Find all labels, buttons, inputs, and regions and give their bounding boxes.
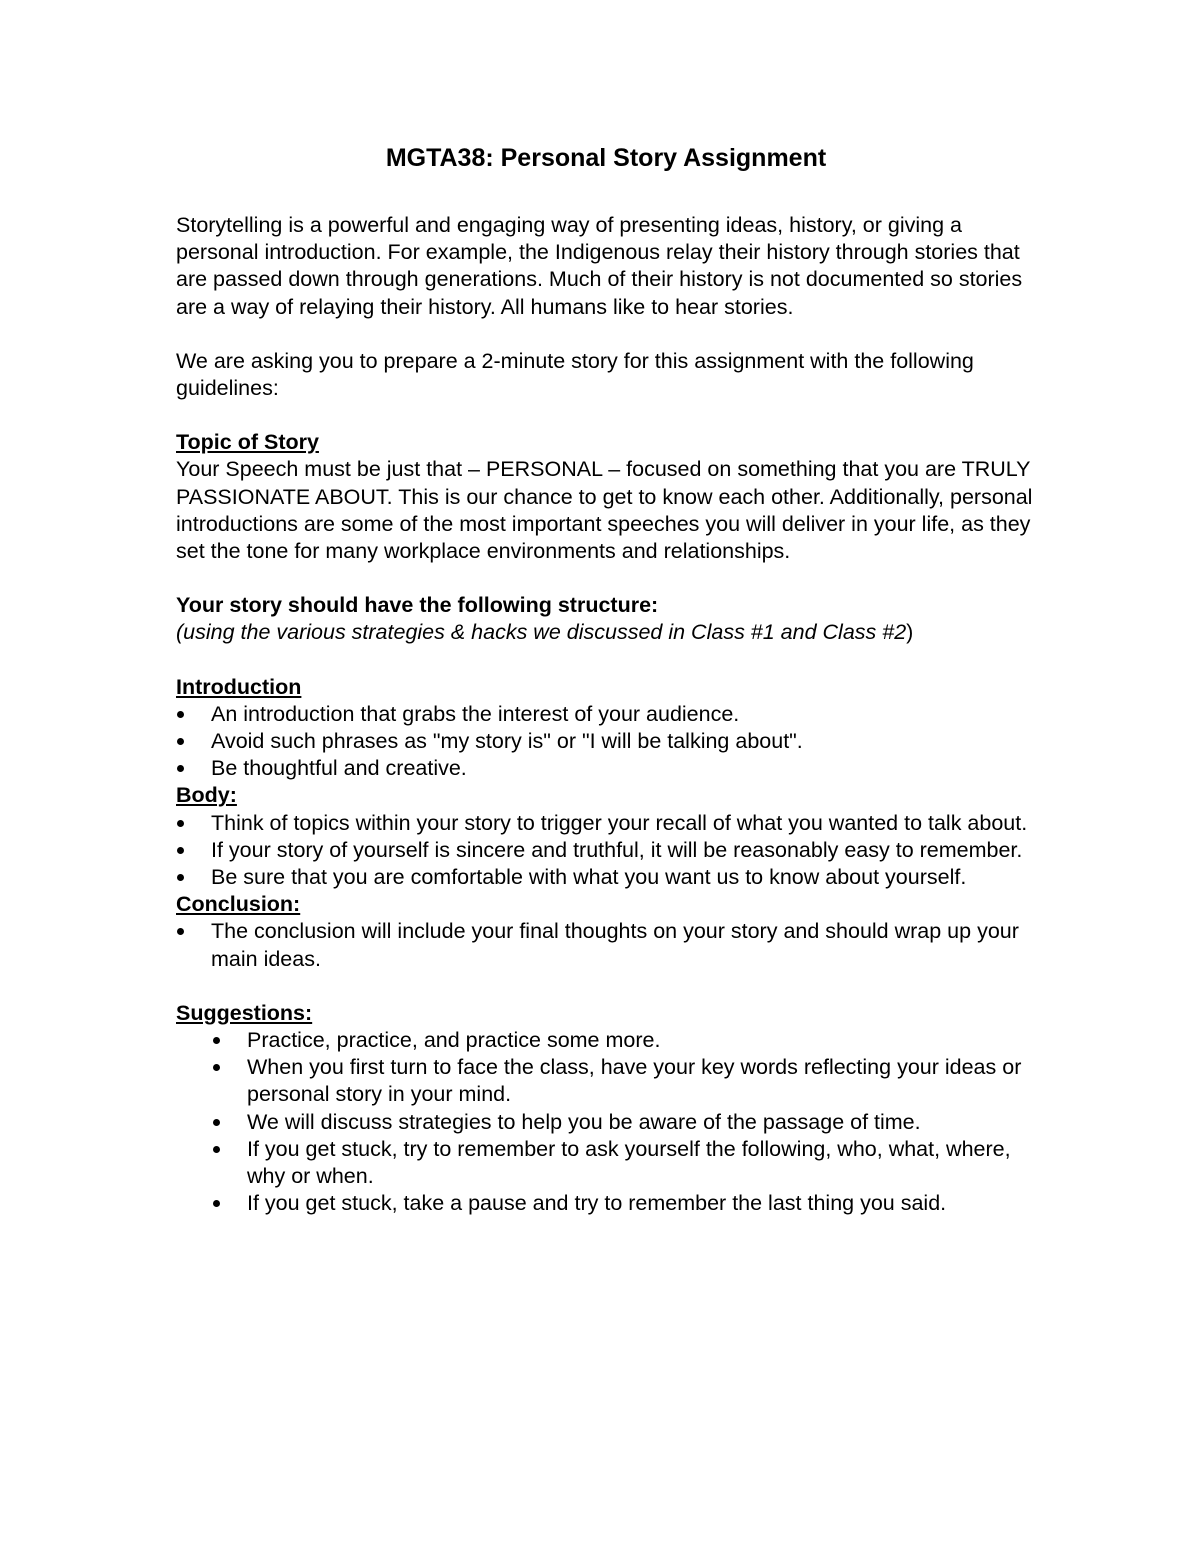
- structure-subheading-close: ): [906, 620, 914, 645]
- spacer: [176, 565, 1036, 592]
- intro-paragraph: Storytelling is a powerful and engaging way of presenting ideas, history, or giving a personal introduction. For example, the Indigenous relay their history through stories that are passed down through generations. Much of their history is not documented so stories are a way of relaying their history. All humans like to hear stories.: [176, 213, 1023, 319]
- list-item: An introduction that grabs the interest of your audience.: [176, 701, 1036, 728]
- spacer: [176, 321, 1036, 348]
- guidelines-paragraph: We are asking you to prepare a 2-minute story for this assignment with the following guidelines:: [176, 348, 974, 401]
- structure-heading: Your story should have the following structure:: [176, 593, 659, 618]
- introduction-list: [176, 701, 1036, 783]
- spacer: [176, 647, 1036, 674]
- list-item: The conclusion will include your final thoughts on your story and should wrap up your main ideas.: [176, 918, 1036, 972]
- list-item: We will discuss strategies to help you be aware of the passage of time.: [176, 1109, 1036, 1136]
- list-item: Think of topics within your story to trigger your recall of what you wanted to talk about.: [176, 810, 1036, 837]
- conclusion-list: [176, 918, 1036, 972]
- list-item: When you first turn to face the class, have your key words reflecting your ideas or personal story in your mind.: [176, 1054, 1036, 1108]
- structure-subheading-text: (using the various strategies & hacks we discussed in Class #1 and Class #2: [176, 620, 907, 645]
- spacer: [176, 973, 1036, 1000]
- document-content: [176, 138, 1036, 1218]
- list-item: Practice, practice, and practice some more.: [176, 1027, 1036, 1054]
- list-item: Be thoughtful and creative.: [176, 755, 1036, 782]
- suggestions-heading: Suggestions:: [176, 1000, 313, 1025]
- page-title: MGTA38: Personal Story Assignment: [385, 144, 827, 172]
- list-item: Be sure that you are comfortable with what you want us to know about yourself.: [176, 864, 1036, 891]
- body-heading: Body:: [176, 783, 237, 808]
- topic-heading: Topic of Story: [176, 430, 319, 455]
- list-item: If your story of yourself is sincere and truthful, it will be reasonably easy to remember.: [176, 837, 1036, 864]
- spacer: [176, 402, 1036, 429]
- list-item: Avoid such phrases as "my story is" or "I will be talking about".: [176, 728, 1036, 755]
- list-item: If you get stuck, try to remember to ask yourself the following, who, what, where, why or when.: [176, 1136, 1036, 1190]
- suggestions-list: [176, 1027, 1036, 1217]
- body-list: [176, 810, 1036, 892]
- conclusion-heading: Conclusion:: [176, 892, 301, 917]
- list-item: If you get stuck, take a pause and try to remember the last thing you said.: [176, 1190, 1036, 1217]
- structure-subheading: [176, 619, 1036, 646]
- topic-paragraph: Your Speech must be just that – PERSONAL – focused on something that you are TRULY PASSIONATE ABOUT. This is our chance to get to know each other. Additionally, personal introductions are some of the most important speeches you will deliver in your life, as they set the tone for many workplace environments and relationships.: [176, 457, 1033, 564]
- introduction-heading: Introduction: [176, 674, 302, 699]
